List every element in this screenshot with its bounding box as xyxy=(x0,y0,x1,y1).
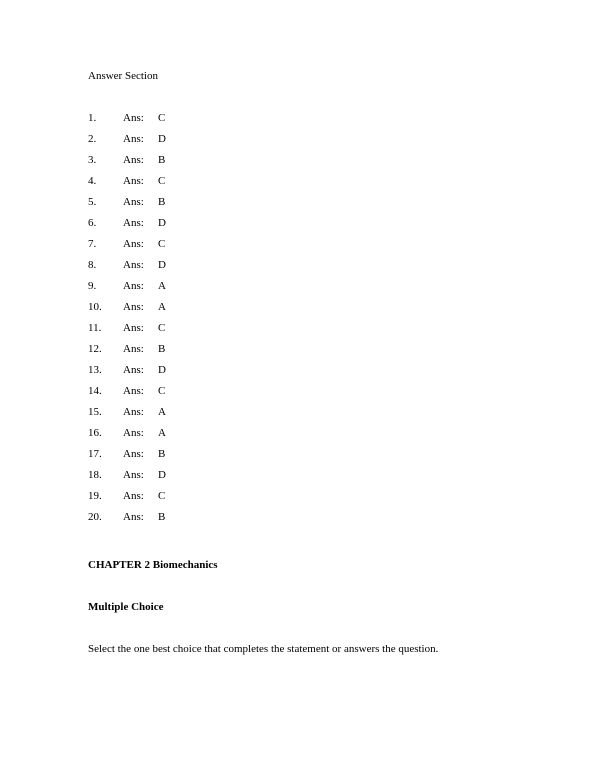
answer-row xyxy=(0,154,600,175)
answer-value: C xyxy=(158,112,166,124)
answer-value: C xyxy=(158,238,166,250)
answer-section-title: Answer Section xyxy=(88,70,158,82)
answer-row xyxy=(0,406,600,427)
answer-row xyxy=(0,217,600,238)
answer-row xyxy=(0,364,600,385)
answer-value: B xyxy=(158,343,166,355)
answer-label: Ans: xyxy=(123,427,144,439)
answer-number: 10. xyxy=(88,301,102,313)
chapter-title: CHAPTER 2 Biomechanics xyxy=(88,559,218,571)
answer-row xyxy=(0,343,600,364)
answer-number: 6. xyxy=(88,217,97,229)
answer-number: 15. xyxy=(88,406,102,418)
answer-number: 20. xyxy=(88,511,102,523)
answer-value: D xyxy=(158,364,166,376)
answer-number: 3. xyxy=(88,154,97,166)
answer-label: Ans: xyxy=(123,511,144,523)
answer-label: Ans: xyxy=(123,469,144,481)
answer-value: B xyxy=(158,196,166,208)
answer-row xyxy=(0,448,600,469)
answer-list xyxy=(0,112,600,532)
answer-label: Ans: xyxy=(123,175,144,187)
answer-value: A xyxy=(158,406,166,418)
answer-number: 14. xyxy=(88,385,102,397)
answer-row xyxy=(0,469,600,490)
answer-number: 19. xyxy=(88,490,102,502)
answer-number: 4. xyxy=(88,175,97,187)
answer-number: 1. xyxy=(88,112,97,124)
answer-row xyxy=(0,490,600,511)
answer-value: D xyxy=(158,259,166,271)
answer-row xyxy=(0,238,600,259)
answer-row xyxy=(0,427,600,448)
answer-label: Ans: xyxy=(123,259,144,271)
answer-label: Ans: xyxy=(123,385,144,397)
instruction-text: Select the one best choice that completes the statement or answers the question. xyxy=(88,643,439,655)
answer-row xyxy=(0,133,600,154)
answer-number: 8. xyxy=(88,259,97,271)
answer-value: C xyxy=(158,175,166,187)
answer-label: Ans: xyxy=(123,133,144,145)
answer-row xyxy=(0,175,600,196)
answer-number: 2. xyxy=(88,133,97,145)
answer-number: 13. xyxy=(88,364,102,376)
answer-label: Ans: xyxy=(123,217,144,229)
answer-label: Ans: xyxy=(123,364,144,376)
answer-value: D xyxy=(158,469,166,481)
answer-label: Ans: xyxy=(123,196,144,208)
answer-label: Ans: xyxy=(123,301,144,313)
answer-number: 18. xyxy=(88,469,102,481)
answer-label: Ans: xyxy=(123,322,144,334)
answer-label: Ans: xyxy=(123,490,144,502)
answer-label: Ans: xyxy=(123,343,144,355)
answer-label: Ans: xyxy=(123,238,144,250)
answer-number: 9. xyxy=(88,280,97,292)
answer-label: Ans: xyxy=(123,112,144,124)
answer-row xyxy=(0,301,600,322)
answer-number: 17. xyxy=(88,448,102,460)
answer-value: B xyxy=(158,511,166,523)
answer-value: A xyxy=(158,301,166,313)
answer-value: A xyxy=(158,427,166,439)
answer-label: Ans: xyxy=(123,406,144,418)
answer-row xyxy=(0,196,600,217)
answer-value: B xyxy=(158,154,166,166)
answer-label: Ans: xyxy=(123,280,144,292)
answer-row xyxy=(0,280,600,301)
answer-value: D xyxy=(158,133,166,145)
answer-row xyxy=(0,511,600,532)
multiple-choice-title: Multiple Choice xyxy=(88,601,164,613)
answer-value: A xyxy=(158,280,166,292)
answer-row xyxy=(0,112,600,133)
answer-value: C xyxy=(158,490,166,502)
answer-number: 7. xyxy=(88,238,97,250)
answer-row xyxy=(0,385,600,406)
answer-row xyxy=(0,259,600,280)
answer-label: Ans: xyxy=(123,448,144,460)
answer-number: 16. xyxy=(88,427,102,439)
answer-value: B xyxy=(158,448,166,460)
answer-value: D xyxy=(158,217,166,229)
answer-number: 12. xyxy=(88,343,102,355)
answer-value: C xyxy=(158,322,166,334)
answer-value: C xyxy=(158,385,166,397)
answer-number: 11. xyxy=(88,322,102,334)
answer-row xyxy=(0,322,600,343)
answer-number: 5. xyxy=(88,196,97,208)
answer-label: Ans: xyxy=(123,154,144,166)
